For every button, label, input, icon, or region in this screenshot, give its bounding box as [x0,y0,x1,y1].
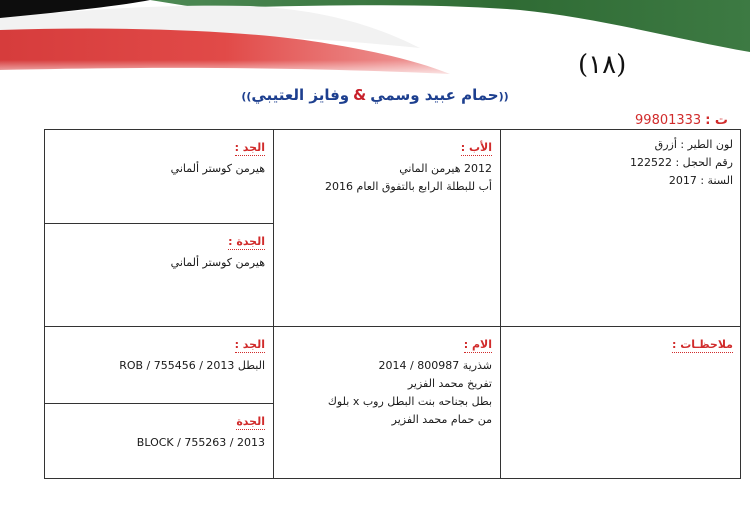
maternal-grandmother-cell [45,404,273,479]
paternal-grandmother-line1: هيرمن كوستر ألماني [170,256,265,269]
title-part2: وفايز العتيبي [251,86,350,104]
father-line2: أب للبطلة الرابع بالتفوق العام 2016 [325,180,492,193]
maternal-grandfather-cell [45,326,273,404]
paternal-grandfather-cell [45,130,273,224]
father-line1: 2012 هيرمن الماني [399,162,492,175]
title-part1: حمام عبيد وسمي [370,86,499,104]
paternal-grandfather-header: الجد : [234,141,265,154]
notes-cell [501,326,741,479]
mother-cell [273,326,501,479]
mother-line3: بطل بجناحه بنت البطل روب x بلوك [327,395,492,408]
title-ampersand: & [353,86,367,104]
title-open-quote: (( [498,90,509,103]
paternal-grandmother-header: الجدة : [228,235,265,248]
bird-color: لون الطير : أزرق [654,138,733,151]
paternal-grandmother-cell [45,224,273,326]
bird-ring-number: رقم الحجل : 122522 [629,156,733,169]
mother-line1: شذرية 800987 / 2014 [378,359,492,372]
maternal-grandmother-line1: BLOCK / 755263 / 2013 [136,436,265,449]
bird-info-cell [501,130,741,326]
maternal-grandmother-header: الجدة [236,415,265,428]
page-number: (١٨) [578,50,627,80]
page-title [0,86,750,104]
kuwait-flag-banner [0,0,750,80]
phone-label: ت : [705,113,728,128]
maternal-grandfather-line1: البطل ROB / 755456 / 2013 [119,359,265,372]
phone-line [635,113,728,128]
father-header: الأب : [460,141,492,154]
maternal-grandfather-header: الجد : [234,338,265,351]
title-close-quote: )) [241,90,252,103]
father-cell [273,130,501,326]
mother-line2: تفريخ محمد الفزير [407,377,492,390]
phone-number: 99801333 [635,113,702,128]
pedigree-table [44,129,741,479]
mother-line4: من حمام محمد الفزير [391,413,492,426]
bird-year: السنة : 2017 [668,174,733,187]
notes-header: ملاحظـات : [672,338,733,351]
paternal-grandfather-line1: هيرمن كوستر ألماني [170,162,265,175]
mother-header: الام : [463,338,492,351]
